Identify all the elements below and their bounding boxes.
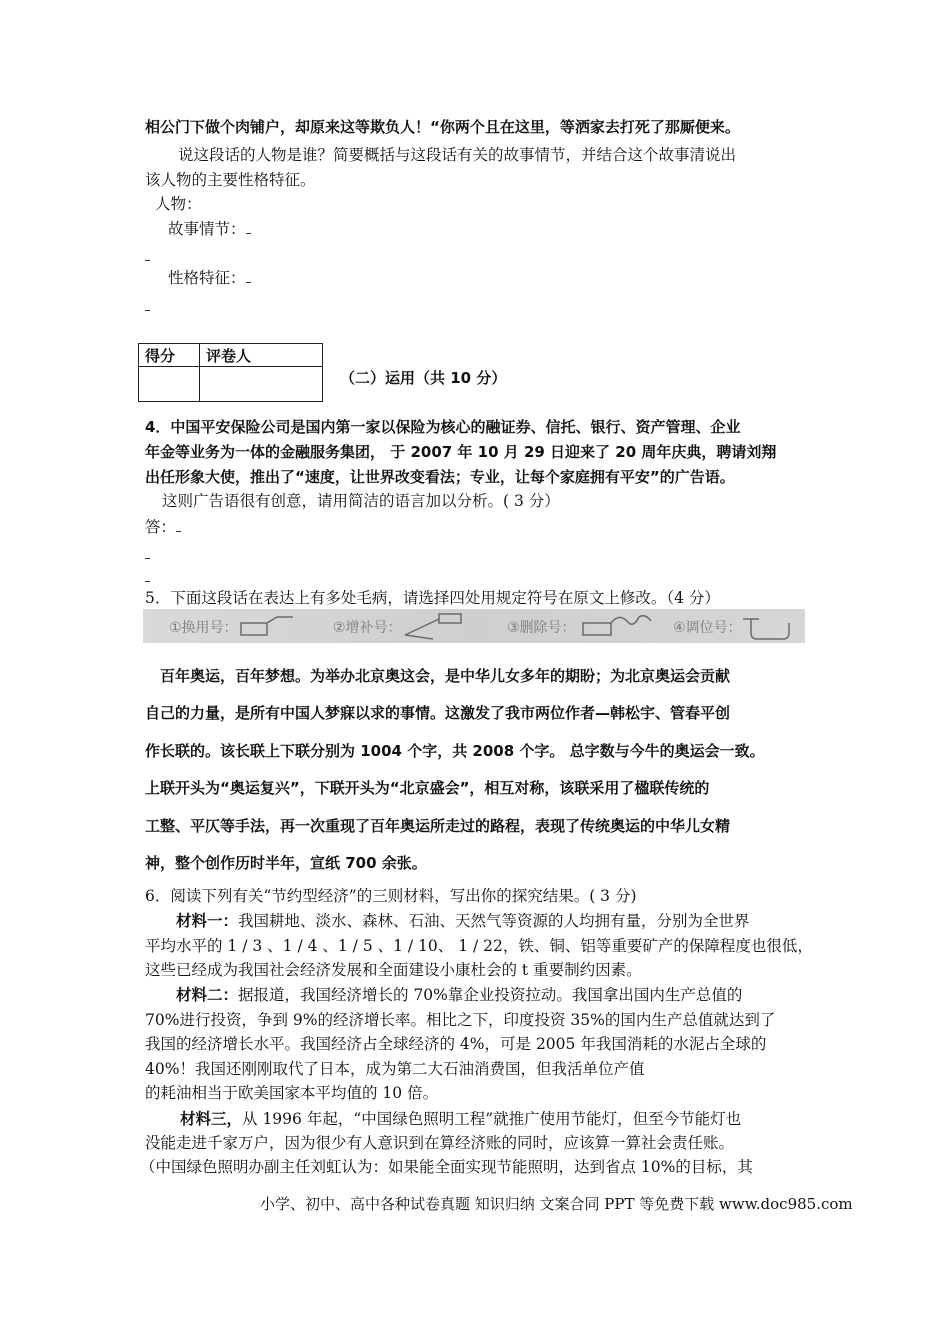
material-3-text: 从 1996 年起，“中国绿色照明工程”就推广使用节能灯，但至今节能灯也	[242, 1110, 742, 1128]
score-cell[interactable]	[139, 367, 200, 402]
grader-cell[interactable]	[200, 367, 323, 402]
answer-line-marker	[145, 260, 150, 261]
q5-text-line-1: 百年奥运，百年梦想。为举办北京奥这会，是中华儿女多年的期盼；为北京奥运会贡献	[160, 667, 731, 685]
material-3-label: 材料三，	[180, 1109, 243, 1128]
q5-text-line-6: 神，整个创作历时半年，宣纸 700 余张。	[145, 854, 427, 872]
q3-plot-row	[168, 219, 251, 239]
material-1-text: 我国耕地、淡水、森林、石油、天然气等资源的人均拥有量，分别为全世界	[238, 912, 750, 930]
reorder-mark-icon	[743, 619, 789, 639]
q4-task: 这则广告语很有创意，请用简洁的语言加以分析。( 3 分）	[162, 492, 560, 510]
passage-end-line: 相公门下做个肉铺户，却原来这等欺负人！“你两个且在这里，等洒家去打死了那厮便来。	[145, 118, 740, 136]
material-2-line-2: 70%进行投资，争到 9%的经济增长率。相比之下，印度投资 35%的国内生产总值就达到了	[145, 1011, 776, 1029]
replace-mark-icon	[241, 617, 293, 635]
q3-trait-label: 性格特征：	[168, 269, 246, 287]
q5-prompt: 5．下面这段话在表达上有多处毛病，请选择四处用规定符号在原文上修改。（4 分）	[145, 589, 720, 607]
q3-trait-row	[168, 268, 251, 288]
q5-text-line-5: 工整、平仄等手法，再一次重现了百年奥运所走过的路程，表现了传统奥运的中华儿女精	[145, 817, 731, 835]
material-3-line-3: （中国绿色照明办副主任刘虹认为：如果能全面实现节能照明，达到省点 10%的目标，其	[140, 1158, 753, 1176]
q3-prompt-line-1: 说这段话的人物是谁？简要概括与这段话有关的故事情节，并结合这个故事清说出	[178, 146, 737, 164]
material-2-line-4: 40%！我国还刚刚取代了日本，成为第二大石油消费国，但我活单位产值	[145, 1060, 645, 1078]
q3-prompt-line-2: 该人物的主要性格特征。	[145, 171, 316, 189]
answer-line-marker	[145, 310, 150, 311]
q3-plot-label: 故事情节：	[168, 220, 246, 238]
q4-answer-blank[interactable]	[176, 519, 181, 532]
insert-mark-icon	[405, 614, 461, 639]
material-1-line-3: 这些已经成为我国社会经济发展和全面建设小康杜会的 t 重要制约因素。	[145, 961, 642, 979]
q4-answer-label: 答：	[145, 518, 177, 536]
material-3-line-1	[180, 1109, 741, 1129]
material-3-line-2: 没能走进千家万户，因为很少有人意识到在算经济账的同时，应该算一算社会责任账。	[145, 1134, 735, 1152]
q3-trait-blank[interactable]	[246, 270, 251, 283]
correction-symbols-strip	[143, 609, 805, 643]
q3-plot-blank[interactable]	[246, 221, 251, 234]
q6-prompt: 6．阅读下列有关“节约型经济”的三则材料，写出你的探究结果。( 3 分)	[145, 887, 637, 905]
grader-header: 评卷人	[200, 344, 323, 367]
page-footer: 小学、初中、高中各种试卷真题 知识归纳 文案合同 PPT 等免费下载 www.doc985.com	[260, 1195, 853, 1213]
correction-symbols-icons	[143, 609, 805, 643]
score-header: 得分	[139, 344, 200, 367]
q5-text-line-4: 上联开头为“奥运复兴”，下联开头为“北京盛会”，相互对称，该联采用了楹联传统的	[145, 779, 710, 797]
symbol-replace-label: ①换用号：	[169, 620, 238, 636]
material-1-label: 材料一：	[176, 911, 239, 930]
material-1-line-1	[176, 911, 750, 931]
symbol-insert-label: ②增补号：	[333, 620, 402, 636]
answer-line-marker	[145, 558, 150, 559]
material-2-label: 材料二：	[176, 985, 239, 1004]
material-2-line-3: 我国的经济增长水平。我国经济占全球经济的 4%，可是 2005 年我国消耗的水泥占全球的	[145, 1035, 767, 1053]
q5-text-line-3: 作长联的。该长联上下联分别为 1004 个字，共 2008 个字。 总字数与今牛的奥运会一致。	[145, 742, 765, 760]
score-table	[138, 343, 323, 402]
symbol-delete-label: ③删除号：	[507, 620, 576, 636]
material-2-line-1	[176, 985, 742, 1005]
material-2-text: 据报道，我国经济增长的 70%靠企业投资拉动。我国拿出国内生产总值的	[238, 986, 743, 1004]
material-2-line-5: 的耗油相当于欧美国家本平均值的 10 倍。	[145, 1084, 439, 1102]
q4-line-1: 4．中国平安保险公司是国内第一家以保险为核心的融证券、信托、银行、资产管理、企业	[145, 418, 741, 436]
material-1-line-2: 平均水平的 1 / 3 、1 / 4 、1 / 5 、1 / 10、 1 / 22，铁、铜、铝等重要矿产的保障程度也很低，	[145, 937, 813, 955]
q4-line-2: 年金等业务为一体的金融服务集团， 于 2007 年 10 月 29 日迎来了 20 周年庆典，聘请刘翔	[145, 443, 777, 461]
symbol-reorder-label: ④调位号：	[673, 620, 742, 636]
section-title: （二）运用（共 10 分）	[340, 369, 507, 387]
q4-answer-row	[145, 517, 181, 537]
q3-person-label: 人物：	[155, 195, 202, 213]
q5-text-line-2: 自己的力量，是所有中国人梦寐以求的事情。这激发了我市两位作者—韩松宇、管春平创	[145, 704, 731, 722]
answer-line-marker	[145, 581, 150, 582]
q4-line-3: 出任形象大使，推出了“速度，让世界改变看法；专业，让每个家庭拥有平安”的广告语。	[145, 468, 735, 486]
delete-mark-icon	[583, 616, 651, 635]
